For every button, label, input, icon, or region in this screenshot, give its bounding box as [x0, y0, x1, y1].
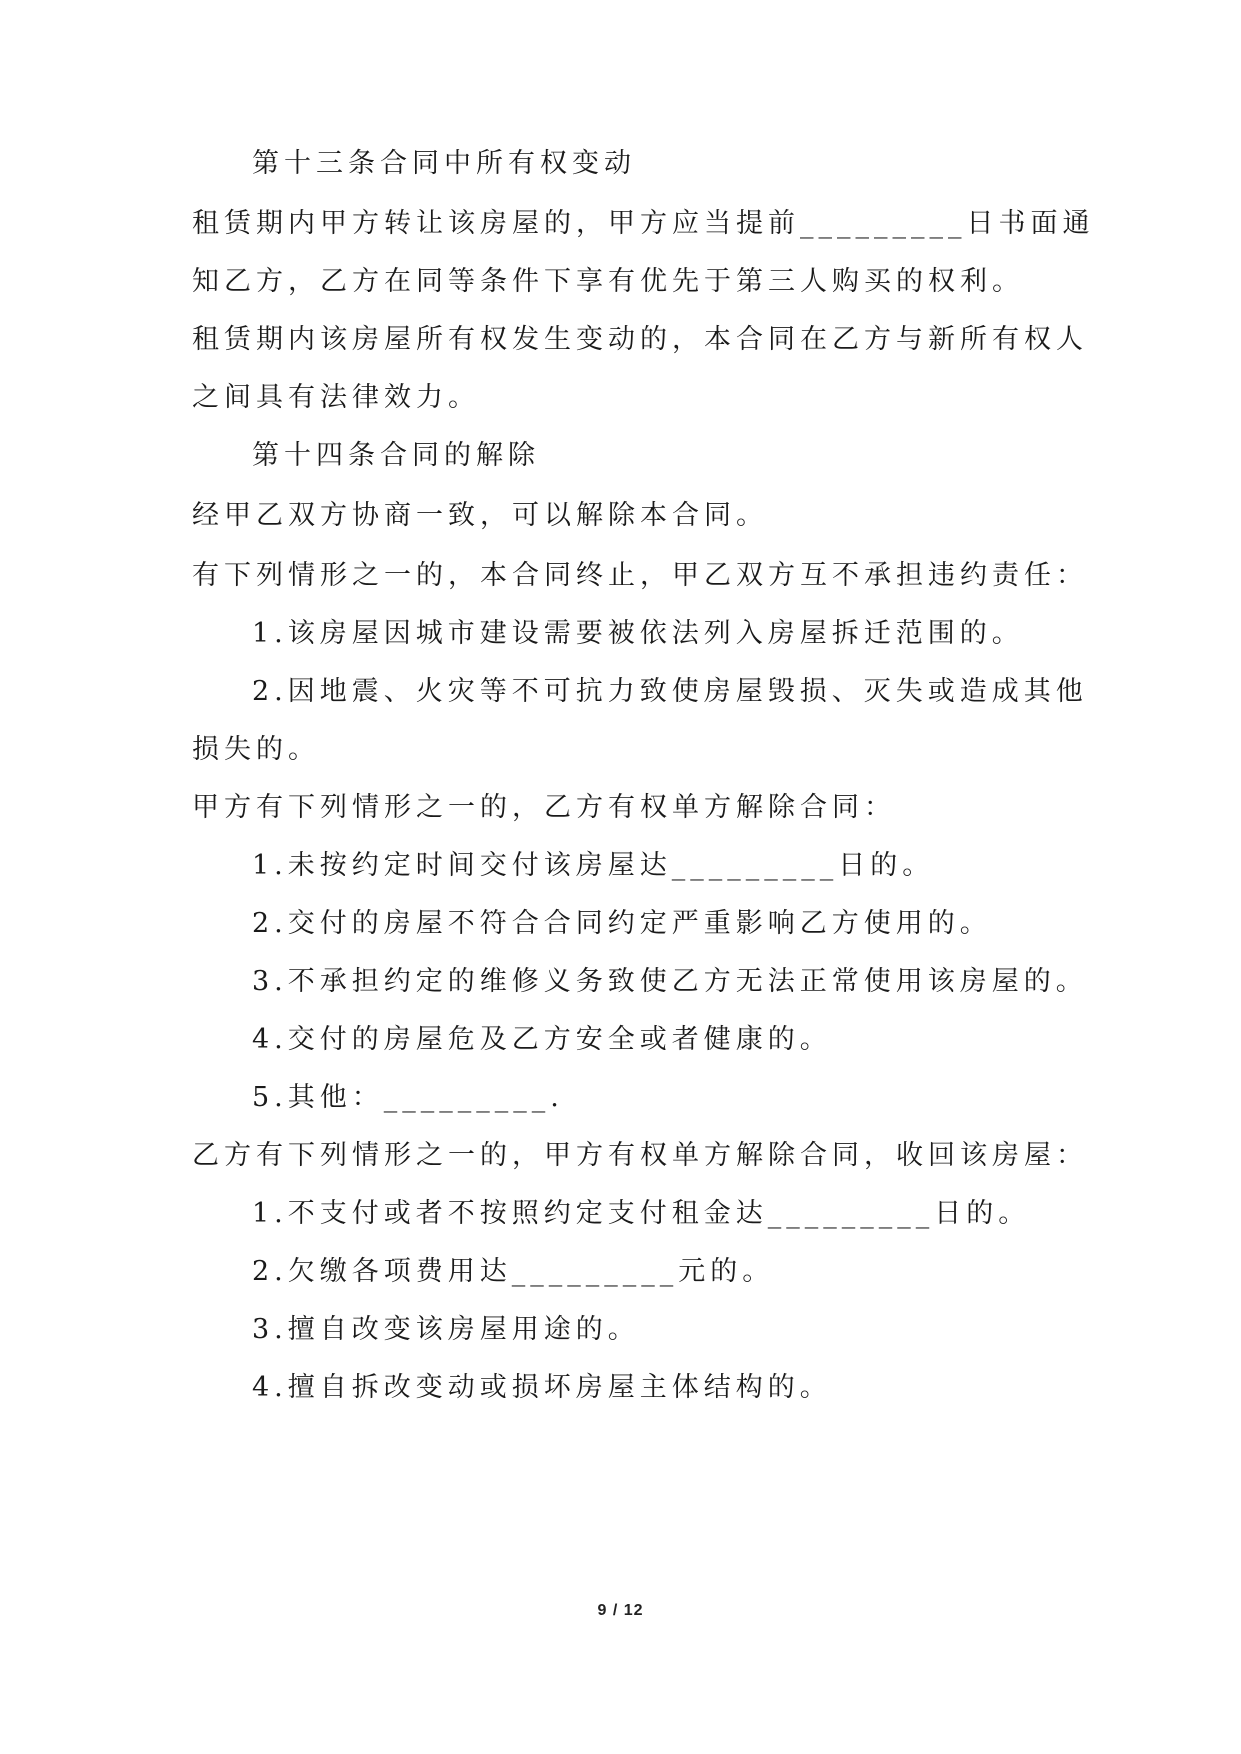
- paragraph-line: 有下列情形之一的，本合同终止，甲乙双方互不承担违约责任：: [192, 560, 1088, 591]
- list-item: 4.擅自拆改变动或损坏房屋主体结构的。: [252, 1372, 832, 1403]
- list-item: 2.交付的房屋不符合合同约定严重影响乙方使用的。: [252, 908, 992, 939]
- page-number: 9 / 12: [597, 1602, 644, 1619]
- list-item: 1.不支付或者不按照约定支付租金达_________日的。: [252, 1198, 1031, 1229]
- article-13-heading: 第十三条合同中所有权变动: [252, 148, 636, 179]
- list-item: 2.因地震、火灾等不可抗力致使房屋毁损、灭失或造成其他: [252, 676, 1088, 707]
- paragraph-line: 租赁期内甲方转让该房屋的，甲方应当提前_________日书面通: [192, 208, 1095, 239]
- paragraph-line: 之间具有法律效力。: [192, 382, 480, 413]
- paragraph-line: 乙方有下列情形之一的，甲方有权单方解除合同，收回该房屋：: [192, 1140, 1088, 1171]
- list-item: 4.交付的房屋危及乙方安全或者健康的。: [252, 1024, 832, 1055]
- paragraph-line: 甲方有下列情形之一的，乙方有权单方解除合同：: [192, 792, 896, 823]
- paragraph-line: 经甲乙双方协商一致，可以解除本合同。: [192, 500, 768, 531]
- paragraph-line: 知乙方，乙方在同等条件下享有优先于第三人购买的权利。: [192, 266, 1024, 297]
- paragraph-line: 损失的。: [192, 734, 320, 765]
- list-item: 3.擅自改变该房屋用途的。: [252, 1314, 640, 1345]
- article-14-heading: 第十四条合同的解除: [252, 440, 540, 471]
- list-item: 1.未按约定时间交付该房屋达_________日的。: [252, 850, 935, 881]
- paragraph-line: 租赁期内该房屋所有权发生变动的，本合同在乙方与新所有权人: [192, 324, 1088, 355]
- list-item: 1.该房屋因城市建设需要被依法列入房屋拆迁范围的。: [252, 618, 1024, 649]
- list-item: 2.欠缴各项费用达_________元的。: [252, 1256, 775, 1287]
- list-item: 3.不承担约定的维修义务致使乙方无法正常使用该房屋的。: [252, 966, 1088, 997]
- list-item: 5.其他：_________.: [252, 1082, 564, 1113]
